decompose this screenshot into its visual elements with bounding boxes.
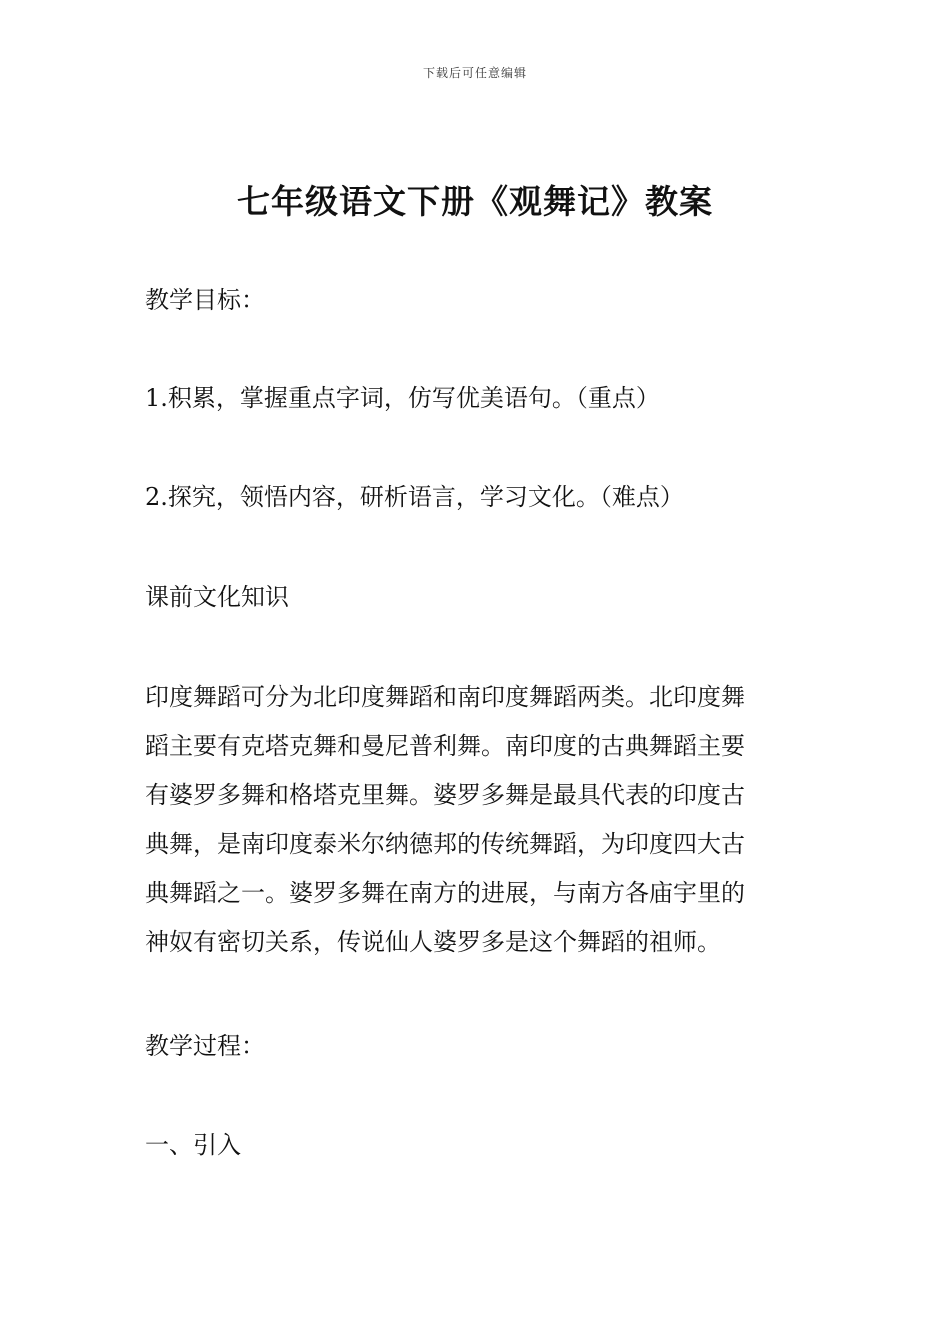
document-title: 七年级语文下册《观舞记》教案 — [237, 182, 713, 221]
objective-1: 1.积累，掌握重点字词，仿写优美语句。（重点） — [145, 384, 660, 412]
culture-line: 典舞蹈之一。婆罗多舞在南方的进展，与南方各庙宇里的 — [145, 879, 745, 907]
objective-2: 2.探究，领悟内容，研析语言，学习文化。（难点） — [145, 483, 684, 511]
objectives-heading: 教学目标： — [145, 286, 265, 314]
section-1-heading: 一、引入 — [145, 1131, 241, 1159]
culture-line: 神奴有密切关系，传说仙人婆罗多是这个舞蹈的祖师。 — [145, 928, 721, 956]
culture-line: 有婆罗多舞和格塔克里舞。婆罗多舞是最具代表的印度古 — [145, 781, 745, 809]
culture-line: 印度舞蹈可分为北印度舞蹈和南印度舞蹈两类。北印度舞 — [145, 683, 745, 711]
process-heading: 教学过程： — [145, 1032, 265, 1060]
culture-line: 典舞，是南印度泰米尔纳德邦的传统舞蹈，为印度四大古 — [145, 830, 745, 858]
culture-heading: 课前文化知识 — [145, 583, 289, 611]
culture-line: 蹈主要有克塔克舞和曼尼普利舞。南印度的古典舞蹈主要 — [145, 732, 745, 760]
header-note: 下载后可任意编辑 — [422, 66, 527, 80]
